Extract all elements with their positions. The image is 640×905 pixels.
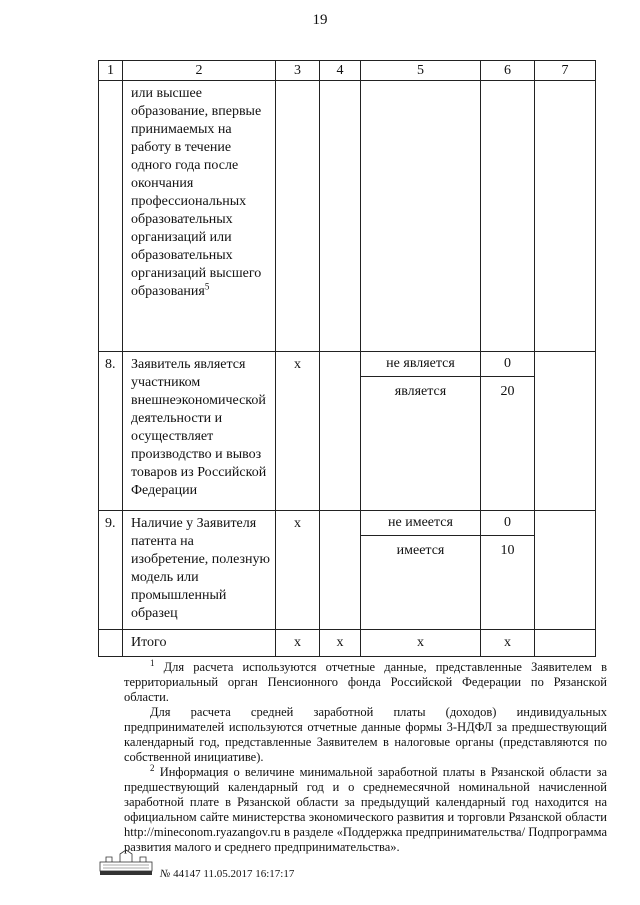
footnote-2	[124, 762, 608, 855]
col7-cell	[535, 352, 596, 511]
footnotes	[124, 657, 608, 855]
header-cell: 4	[320, 61, 361, 81]
header-cell: 5	[361, 61, 481, 81]
document-registration-info	[160, 868, 294, 880]
footnote-separator	[124, 656, 276, 657]
table-row-continued	[99, 81, 596, 352]
row-number: 9.	[99, 511, 123, 630]
doc-info: 44147 11.05.2017 16:17:17	[173, 868, 295, 880]
footnote-text: Информация о величине минимальной заработной платы в Рязанской области за предшествующий календарный год и о среднемесячной номинальной начисленной заработной плате в Рязанской области за предыдущий календарный год находится на официальном сайте министерства экономического развития и торговли Рязанской области http://mineconom.ryazangov.ru в разделе «Поддержка предпринимательства/ Подпрограмма развития малого и среднего предпринимательства».	[124, 765, 608, 854]
col3-cell: x	[276, 352, 320, 511]
col7-cell	[535, 511, 596, 630]
page-number: 19	[312, 12, 328, 28]
total-col7	[535, 630, 596, 657]
option-label: не имеется	[361, 511, 481, 536]
row-number: 8.	[99, 352, 123, 511]
total-label: Итого	[123, 630, 276, 657]
col4-cell	[320, 511, 361, 630]
table-row	[99, 511, 596, 536]
header-cell: 7	[535, 61, 596, 81]
option-label: является	[361, 377, 481, 511]
option-score: 0	[481, 352, 535, 377]
criterion-text: или высшее образование, впервые принимаемых на работу в течение одного года после окончания профессиональных образовательных организаций или образовательных организаций высшего образования	[131, 86, 262, 299]
total-col6: x	[481, 630, 535, 657]
total-col3: x	[276, 630, 320, 657]
footnote-ref: 5	[204, 281, 210, 292]
table-header-row	[99, 61, 596, 81]
total-col5: x	[361, 630, 481, 657]
criteria-table	[98, 60, 596, 657]
footnote-1-paragraph-2: Для расчета средней заработной платы (доходов) индивидуальных предпринимателей используются отчетные данные формы 3-НДФЛ за предшествующий календарный год, представленные Заявителем в налоговые органы (представляются по собственной инициативе).	[124, 705, 607, 764]
criterion-cell: Заявитель является участником внешнеэкономической деятельности и осуществляет производство и вывоз товаров из Российской Федерации	[123, 352, 276, 511]
col4-cell	[320, 352, 361, 511]
col3-cell: x	[276, 511, 320, 630]
option-label: не является	[361, 352, 481, 377]
footnote-mark: 1	[150, 657, 155, 668]
header-cell: 3	[276, 61, 320, 81]
footnote-text: Для расчета используются отчетные данные, представленные Заявителем в территориальный орган Пенсионного фонда Российской Федерации по Рязанской области.	[124, 660, 607, 704]
table-row-total	[99, 630, 596, 657]
option-score: 10	[481, 536, 535, 630]
option-score: 0	[481, 511, 535, 536]
government-emblem-icon	[98, 848, 154, 876]
footnote-mark: 2	[150, 762, 155, 773]
option-label: имеется	[361, 536, 481, 630]
header-cell: 2	[123, 61, 276, 81]
footnote-1-paragraph-1	[124, 657, 607, 705]
criterion-cell	[123, 81, 276, 352]
option-score: 20	[481, 377, 535, 511]
criterion-cell: Наличие у Заявителя патента на изобретение, полезную модель или промышленный образец	[123, 511, 276, 630]
header-cell: 1	[99, 61, 123, 81]
doc-number-mark: №	[160, 868, 171, 880]
total-col4: x	[320, 630, 361, 657]
header-cell: 6	[481, 61, 535, 81]
table-row	[99, 352, 596, 377]
